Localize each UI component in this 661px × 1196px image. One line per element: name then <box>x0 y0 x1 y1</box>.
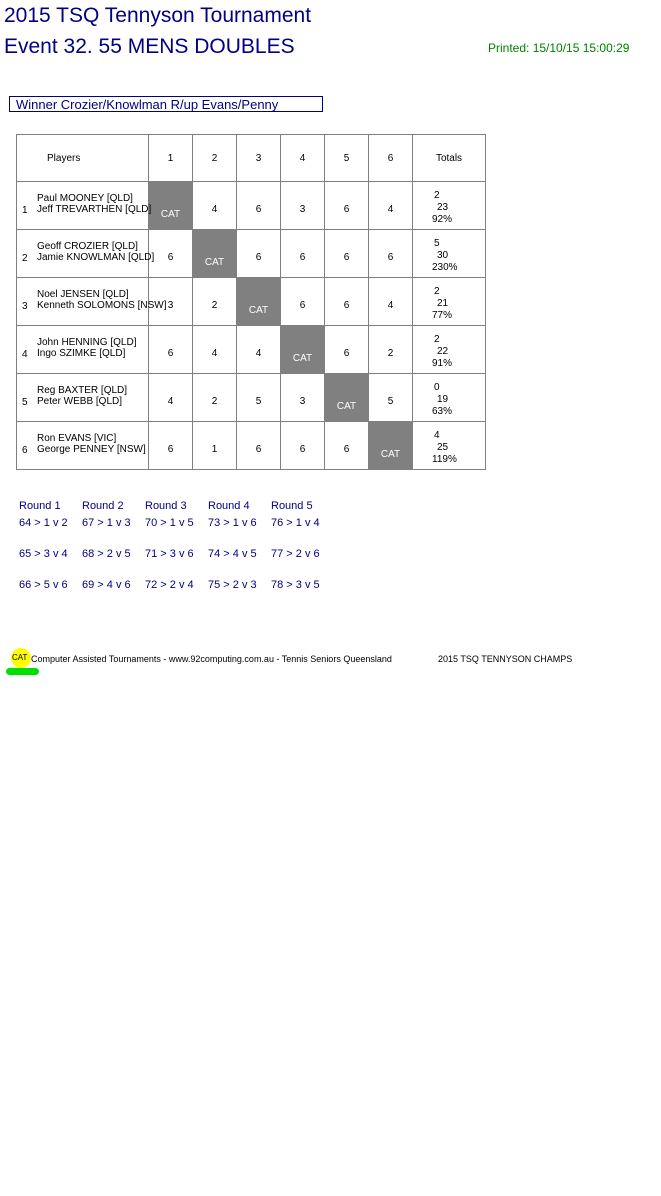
wins-total: 4 <box>434 430 440 441</box>
player-row <box>17 326 486 374</box>
footer-event-name: 2015 TSQ TENNYSON CHAMPS <box>438 654 573 664</box>
player-number: 4 <box>22 349 28 360</box>
round-match: 64 > 1 v 2 <box>19 517 68 529</box>
games-total: 22 <box>437 346 449 357</box>
player-name-2: George PENNEY [NSW] <box>37 444 146 455</box>
score-value: 4 <box>387 204 394 215</box>
score-value: 6 <box>343 252 350 263</box>
score-value: 6 <box>343 204 350 215</box>
round-match: 67 > 1 v 3 <box>82 517 131 529</box>
cat-cell <box>325 374 369 422</box>
event-title: Event 32. 55 MENS DOUBLES <box>4 35 295 58</box>
player-name-1: Paul MOONEY [QLD] <box>37 193 133 204</box>
player-name-1: Ron EVANS [VIC] <box>37 433 117 444</box>
col-header-3: 3 <box>237 135 281 182</box>
score-cell <box>237 182 281 230</box>
score-cell <box>149 326 193 374</box>
games-total: 30 <box>437 250 449 261</box>
score-cell <box>281 422 325 470</box>
totals-cell <box>413 230 486 278</box>
percentage-total: 63% <box>432 406 453 417</box>
score-value: 3 <box>299 204 306 215</box>
score-value: 6 <box>167 348 174 359</box>
round-label: Round 4 <box>208 500 250 512</box>
cat-label: CAT <box>204 256 225 268</box>
cat-label: CAT <box>336 400 357 412</box>
player-row <box>17 422 486 470</box>
col-header-1: 1 <box>149 135 193 182</box>
score-cell <box>325 278 369 326</box>
player-cell <box>17 374 149 422</box>
round-match: 76 > 1 v 4 <box>271 517 320 529</box>
player-cell <box>17 182 152 230</box>
cat-label: CAT <box>292 352 313 364</box>
player-row <box>17 374 486 422</box>
round-match: 73 > 1 v 6 <box>208 517 257 529</box>
percentage-total: 119% <box>432 454 457 465</box>
score-cell <box>193 182 237 230</box>
cat-label: CAT <box>160 208 181 220</box>
round-label: Round 3 <box>145 500 187 512</box>
footer-credits: Computer Assisted Tournaments - www.92computing.com.au - Tennis Seniors Queensland <box>31 654 392 664</box>
games-total: 21 <box>437 298 449 309</box>
score-cell <box>369 182 413 230</box>
score-cell <box>281 230 325 278</box>
score-cell <box>193 422 237 470</box>
player-cell <box>17 230 155 278</box>
score-value: 4 <box>167 396 174 407</box>
score-cell <box>281 374 325 422</box>
wins-total: 0 <box>434 382 440 393</box>
round-match: 74 > 4 v 5 <box>208 548 257 560</box>
score-cell <box>325 182 369 230</box>
player-name-2: Jamie KNOWLMAN [QLD] <box>37 252 155 263</box>
round-match: 69 > 4 v 6 <box>82 579 131 591</box>
player-name-2: Jeff TREVARTHEN [QLD] <box>37 204 152 215</box>
score-cell <box>193 374 237 422</box>
score-cell <box>193 326 237 374</box>
cat-cell <box>237 278 281 326</box>
round-match: 78 > 3 v 5 <box>271 579 320 591</box>
score-value: 4 <box>211 204 218 215</box>
players-header: Players <box>17 135 149 182</box>
round-label: Round 2 <box>82 500 124 512</box>
player-cell <box>17 278 167 326</box>
score-value: 3 <box>167 300 174 311</box>
cat-label: CAT <box>380 448 401 460</box>
cat-cell <box>369 422 413 470</box>
footer <box>0 648 661 678</box>
score-value: 6 <box>167 444 174 455</box>
percentage-total: 91% <box>432 358 453 369</box>
player-name-2: Peter WEBB [QLD] <box>37 396 123 407</box>
player-row <box>17 230 486 278</box>
logo-underline <box>6 668 39 675</box>
cat-cell <box>193 230 237 278</box>
score-cell <box>369 374 413 422</box>
score-cell <box>325 230 369 278</box>
logo-text: CAT <box>12 653 28 662</box>
wins-total: 2 <box>434 334 440 345</box>
score-cell <box>193 278 237 326</box>
cat-cell <box>149 182 193 230</box>
player-row <box>17 182 486 230</box>
player-row <box>17 278 486 326</box>
player-cell <box>17 422 149 470</box>
player-number: 3 <box>22 301 28 312</box>
totals-cell <box>413 278 486 326</box>
round-match: 77 > 2 v 6 <box>271 548 320 560</box>
wins-total: 5 <box>434 238 440 249</box>
player-number: 2 <box>22 253 28 264</box>
round-label: Round 5 <box>271 500 313 512</box>
score-value: 3 <box>299 396 306 407</box>
score-value: 4 <box>211 348 218 359</box>
round-match: 72 > 2 v 4 <box>145 579 194 591</box>
score-value: 2 <box>387 348 394 359</box>
wins-total: 2 <box>434 286 440 297</box>
totals-header: Totals <box>413 135 486 182</box>
player-name-2: Kenneth SOLOMONS [NSW] <box>37 300 167 311</box>
score-value: 6 <box>387 252 394 263</box>
percentage-total: 230% <box>432 262 458 273</box>
results-grid <box>16 134 486 470</box>
totals-cell <box>413 326 486 374</box>
score-cell <box>237 230 281 278</box>
player-name-1: Noel JENSEN [QLD] <box>37 289 129 300</box>
col-header-5: 5 <box>325 135 369 182</box>
round-match: 68 > 2 v 5 <box>82 548 131 560</box>
score-cell <box>369 326 413 374</box>
totals-cell <box>413 422 486 470</box>
score-value: 6 <box>299 444 306 455</box>
score-value: 6 <box>343 348 350 359</box>
player-number: 1 <box>22 205 28 216</box>
games-total: 23 <box>437 202 449 213</box>
score-value: 6 <box>299 252 306 263</box>
score-cell <box>237 374 281 422</box>
tournament-title: 2015 TSQ Tennyson Tournament <box>4 4 312 27</box>
player-name-1: John HENNING [QLD] <box>37 337 137 348</box>
score-value: 6 <box>343 300 350 311</box>
score-value: 6 <box>255 204 262 215</box>
score-cell <box>325 326 369 374</box>
score-cell <box>369 230 413 278</box>
games-total: 25 <box>437 442 449 453</box>
score-value: 2 <box>211 396 218 407</box>
percentage-total: 77% <box>432 310 453 321</box>
round-label: Round 1 <box>19 500 61 512</box>
wins-total: 2 <box>434 190 440 201</box>
score-value: 6 <box>299 300 306 311</box>
round-match: 66 > 5 v 6 <box>19 579 68 591</box>
col-header-2: 2 <box>193 135 237 182</box>
round-match: 70 > 1 v 5 <box>145 517 194 529</box>
score-cell <box>237 422 281 470</box>
score-value: 4 <box>255 348 262 359</box>
round-match: 75 > 2 v 3 <box>208 579 257 591</box>
score-cell <box>237 326 281 374</box>
score-cell <box>149 374 193 422</box>
round-match: 71 > 3 v 6 <box>145 548 194 560</box>
percentage-total: 92% <box>432 214 453 225</box>
cat-label: CAT <box>248 304 269 316</box>
score-value: 5 <box>255 396 262 407</box>
player-name-1: Geoff CROZIER [QLD] <box>37 241 138 252</box>
score-value: 4 <box>387 300 394 311</box>
grid-header-row <box>17 135 486 182</box>
player-name-1: Reg BAXTER [QLD] <box>37 385 128 396</box>
player-cell <box>17 326 149 374</box>
score-cell <box>281 278 325 326</box>
score-cell <box>149 230 193 278</box>
score-cell <box>281 182 325 230</box>
round-match: 65 > 3 v 4 <box>19 548 68 560</box>
player-name-2: Ingo SZIMKE [QLD] <box>37 348 126 359</box>
score-value: 5 <box>387 396 394 407</box>
score-value: 6 <box>167 252 174 263</box>
score-value: 2 <box>211 300 218 311</box>
score-value: 6 <box>255 444 262 455</box>
winner-box: Winner Crozier/Knowlman R/up Evans/Penny <box>9 96 323 112</box>
player-number: 5 <box>22 397 28 408</box>
col-header-6: 6 <box>369 135 413 182</box>
score-value: 1 <box>211 444 218 455</box>
score-value: 6 <box>343 444 350 455</box>
score-cell <box>325 422 369 470</box>
player-number: 6 <box>22 445 28 456</box>
cat-cell <box>281 326 325 374</box>
col-header-4: 4 <box>281 135 325 182</box>
printed-timestamp: Printed: 15/10/15 15:00:29 <box>488 41 630 55</box>
games-total: 19 <box>437 394 449 405</box>
totals-cell <box>413 374 486 422</box>
score-value: 6 <box>255 252 262 263</box>
score-cell <box>369 278 413 326</box>
score-cell <box>149 422 193 470</box>
totals-cell <box>413 182 486 230</box>
